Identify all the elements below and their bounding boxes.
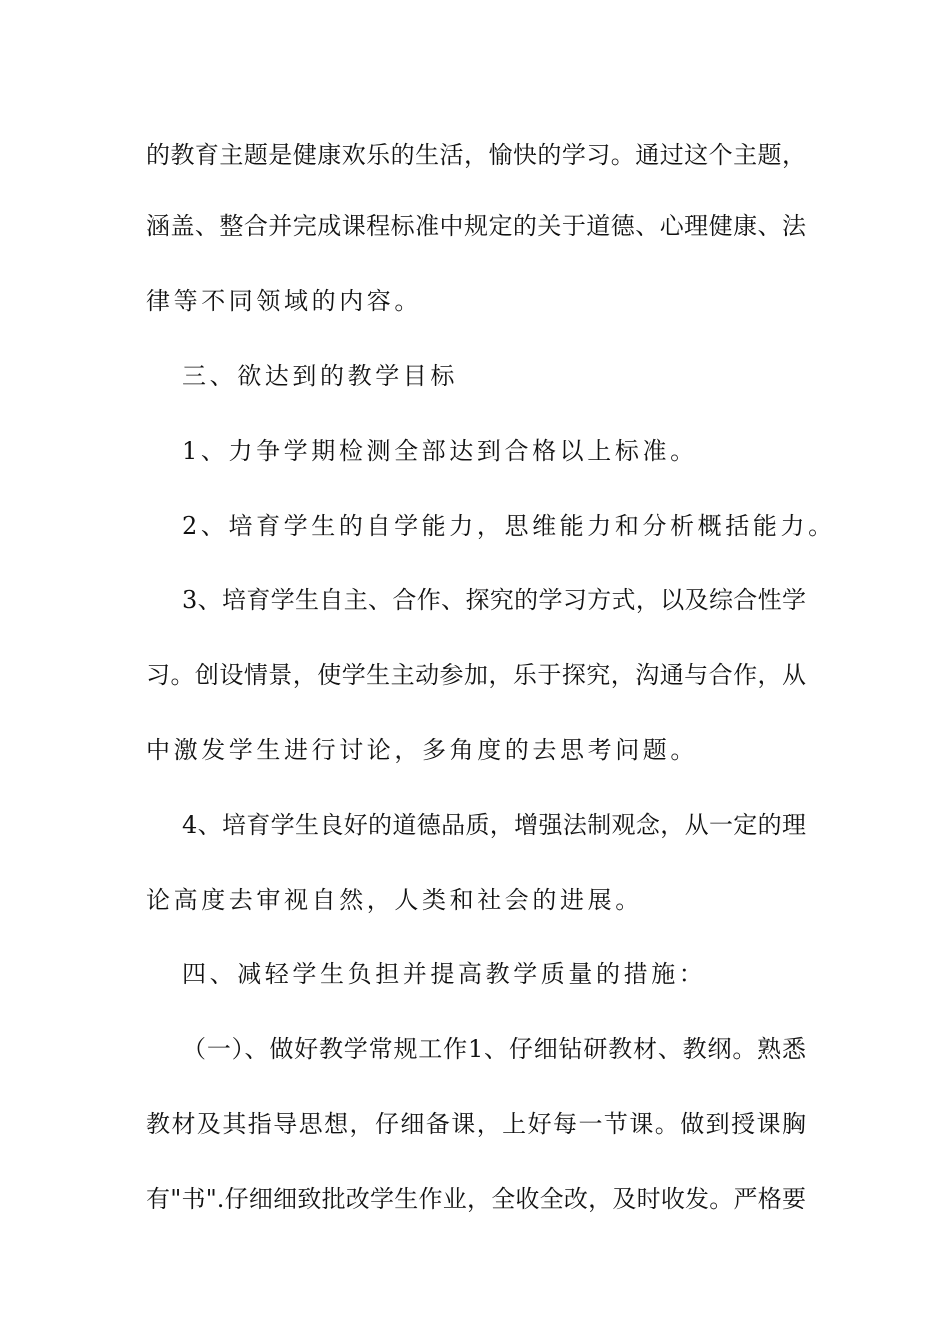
section-heading-three: 三、欲达到的教学目标 — [182, 362, 458, 390]
goal-item-4-line-2: 论高度去审视自然，人类和社会的进展。 — [146, 886, 643, 914]
goal-item-3-line-3: 中激发学生进行讨论，多角度的去思考问题。 — [146, 736, 698, 764]
goal-item-4-line-1: 4、培育学生良好的道德品质，增强法制观念，从一定的理 — [182, 811, 806, 839]
paragraph-line-1: 的教育主题是健康欢乐的生活，愉快的学习。通过这个主题， — [146, 141, 806, 169]
goal-item-1: 1、力争学期检测全部达到合格以上标准。 — [182, 437, 698, 465]
goal-item-3-line-2: 习。创设情景，使学生主动参加，乐于探究，沟通与合作，从 — [146, 661, 806, 689]
goal-item-3-line-1: 3、培育学生自主、合作、探究的学习方式，以及综合性学 — [182, 586, 806, 614]
section-heading-four: 四、减轻学生负担并提高教学质量的措施： — [182, 960, 707, 988]
paragraph-line-2: 涵盖、整合并完成课程标准中规定的关于道德、心理健康、法 — [146, 212, 806, 240]
goal-item-2: 2、培育学生的自学能力，思维能力和分析概括能力。 — [182, 512, 836, 540]
measure-line-3: 有"书".仔细细致批改学生作业，全收全改，及时收发。严格要 — [146, 1185, 806, 1213]
measure-line-2: 教材及其指导思想，仔细备课，上好每一节课。做到授课胸 — [146, 1110, 806, 1138]
paragraph-line-3: 律等不同领域的内容。 — [146, 287, 422, 315]
measure-line-1: （一）、做好教学常规工作1、仔细钻研教材、教纲。熟悉 — [182, 1035, 806, 1063]
